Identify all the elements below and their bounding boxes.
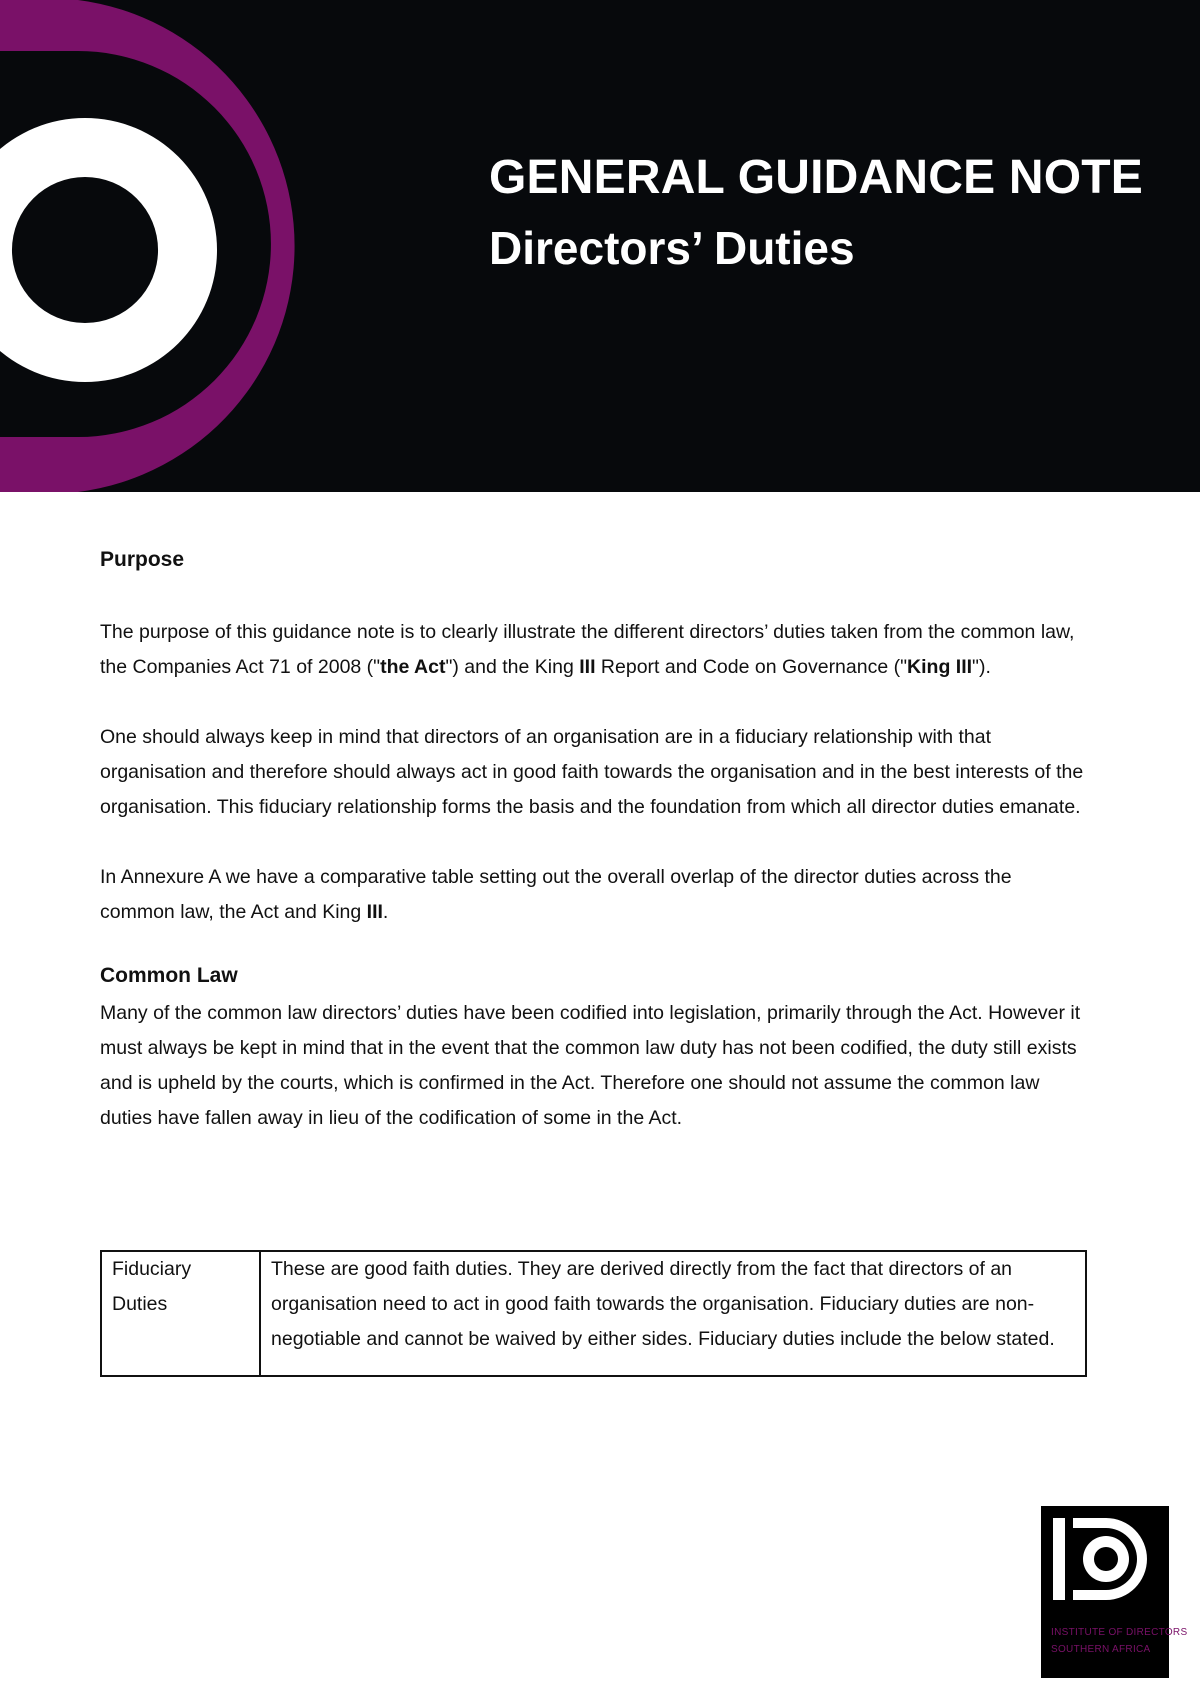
banner-stray-char: t bbox=[1, 146, 7, 166]
title-block bbox=[489, 148, 1143, 280]
purpose-paragraph-1: The purpose of this guidance note is to clearly illustrate the different directors’ duties taken from the common law, the Companies Act 71 of 2008 ("the Act") and the King III Report and Code on Governance ("King III"). bbox=[100, 621, 1075, 678]
table-row bbox=[101, 1251, 1086, 1376]
brand-d-arc bbox=[0, 0, 295, 492]
brand-d-graphic bbox=[0, 0, 340, 492]
purpose-paragraph-2: One should always keep in mind that directors of an organisation are in a fiduciary relationship with that organisation and therefore should always act in good faith towards the organisation and in the best interests of the organisation. This fiduciary relationship forms the basis and the foundation from which all director duties emanate. bbox=[100, 726, 1084, 818]
duties-table bbox=[100, 1250, 1087, 1377]
duty-description-cell: These are good faith duties. They are derived directly from the fact that directors of an organisation need to act in good faith towards the organisation. Fiduciary duties are non-negotiable and cannot be waived by either sides. Fiduciary duties include the below stated. bbox=[260, 1251, 1086, 1376]
iod-logo bbox=[1041, 1506, 1188, 1678]
document-title: GENERAL GUIDANCE NOTE bbox=[489, 151, 1144, 204]
header-banner bbox=[0, 0, 1200, 492]
common-law-paragraph: Many of the common law directors’ duties have been codified into legislation, primarily through the Act. However it must always be kept in mind that in the event that the common law duty has not been codified, the duty still exists and is upheld by the courts, which is confirmed in the Act. Therefore one should not assume the common law duties have fallen away in lieu of the codification of some in the Act. bbox=[100, 1002, 1081, 1129]
document-body bbox=[100, 540, 1090, 1136]
document-subtitle: Directors’ Duties bbox=[489, 222, 855, 274]
purpose-paragraph-3: In Annexure A we have a comparative table setting out the overall overlap of the director duties across the common law, the Act and King III. bbox=[100, 866, 1012, 923]
common-law-heading: Common Law bbox=[100, 964, 238, 987]
duty-term-cell: Fiduciary Duties bbox=[101, 1251, 260, 1376]
iod-logo-text: INSTITUTE OF DIRECTORS SOUTHERN AFRICA bbox=[1051, 1627, 1188, 1655]
purpose-heading: Purpose bbox=[100, 548, 185, 571]
brand-ring bbox=[0, 118, 217, 382]
iod-logo-mark bbox=[1051, 1514, 1159, 1618]
